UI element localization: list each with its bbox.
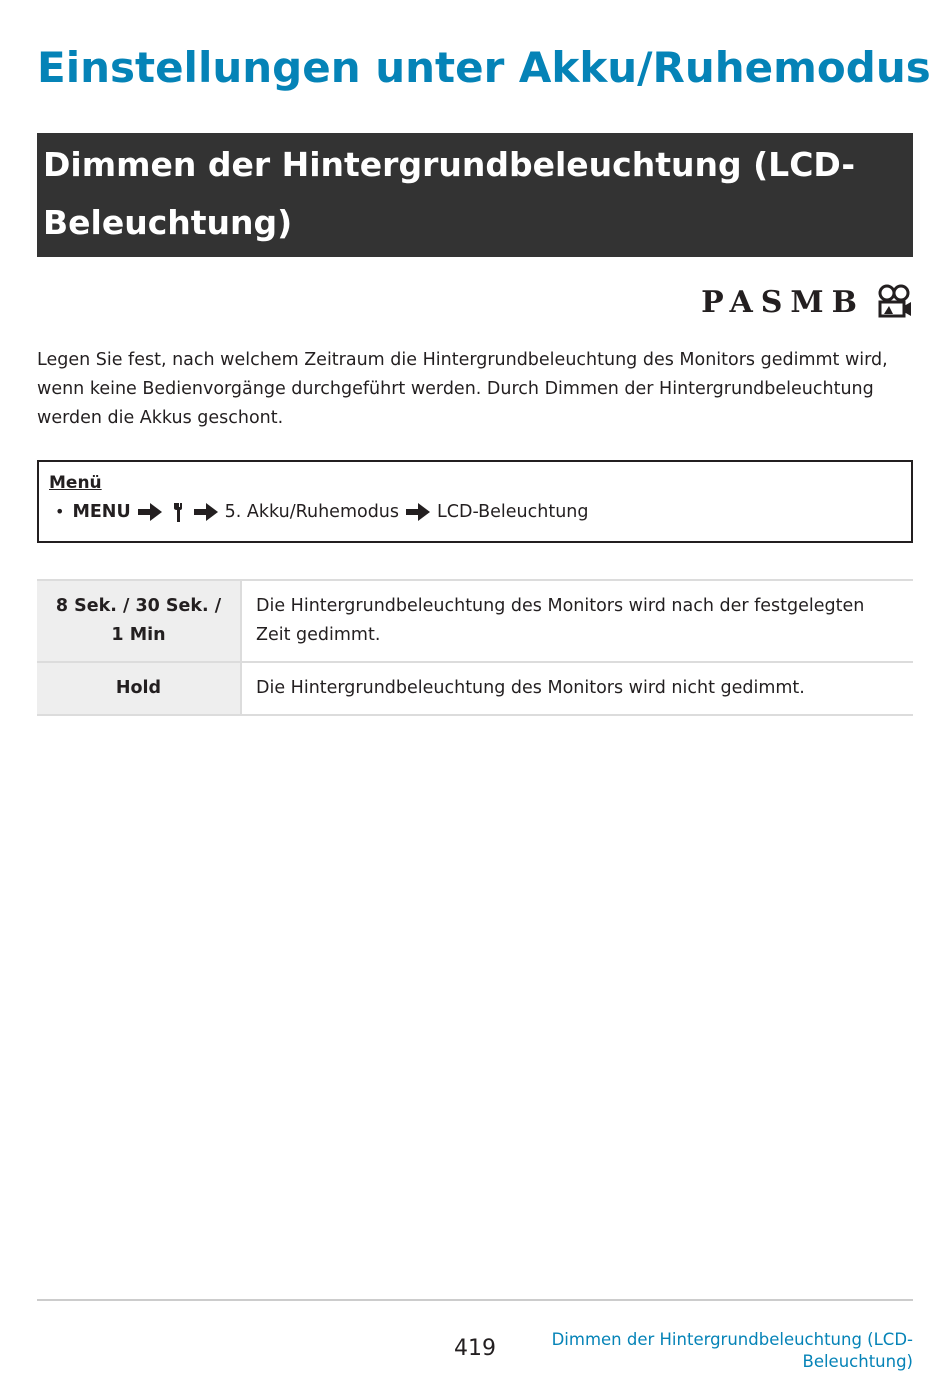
options-table — [37, 579, 913, 716]
page-number: 419 — [454, 1336, 496, 1361]
menu-path — [49, 497, 901, 527]
menu-box — [37, 460, 913, 543]
option-description: Die Hintergrundbeleuchtung des Monitors wird nach der festgelegten Zeit gedimmt. — [241, 580, 913, 662]
menu-item: LCD-Beleuchtung — [437, 502, 589, 522]
option-key: Hold — [37, 662, 241, 715]
footer-section-link[interactable]: Dimmen der Hintergrundbeleuchtung (LCD-Beleuchtung) — [551, 1330, 913, 1371]
option-key: 8 Sek. / 30 Sek. / 1 Min — [37, 580, 241, 662]
table-row — [37, 580, 913, 662]
menu-step: 5. Akku/Ruhemodus — [224, 502, 400, 522]
menu-key: MENU — [72, 502, 131, 522]
movie-camera-icon — [875, 284, 913, 320]
mode-letters: PASMB — [701, 284, 865, 320]
arrow-right-icon — [137, 502, 163, 522]
wrench-icon — [171, 501, 185, 523]
table-row — [37, 662, 913, 715]
shooting-modes — [701, 282, 913, 322]
footer-divider — [37, 1299, 913, 1301]
page-title: Einstellungen unter Akku/Ruhemodus — [37, 43, 931, 92]
arrow-right-icon — [405, 502, 431, 522]
menu-label: Menü — [49, 473, 102, 493]
section-header — [37, 133, 913, 257]
bullet: • — [55, 502, 65, 521]
section-title: Dimmen der Hintergrundbeleuchtung (LCD-Beleuchtung) — [43, 145, 856, 242]
option-description: Die Hintergrundbeleuchtung des Monitors wird nicht gedimmt. — [241, 662, 913, 715]
arrow-right-icon — [193, 502, 219, 522]
intro-paragraph: Legen Sie fest, nach welchem Zeitraum die Hintergrundbeleuchtung des Monitors gedimmt wird, wenn keine Bedienvorgänge durchgeführt werden. Durch Dimmen der Hintergrundbeleuchtung werden die Akkus geschont. — [37, 350, 888, 428]
